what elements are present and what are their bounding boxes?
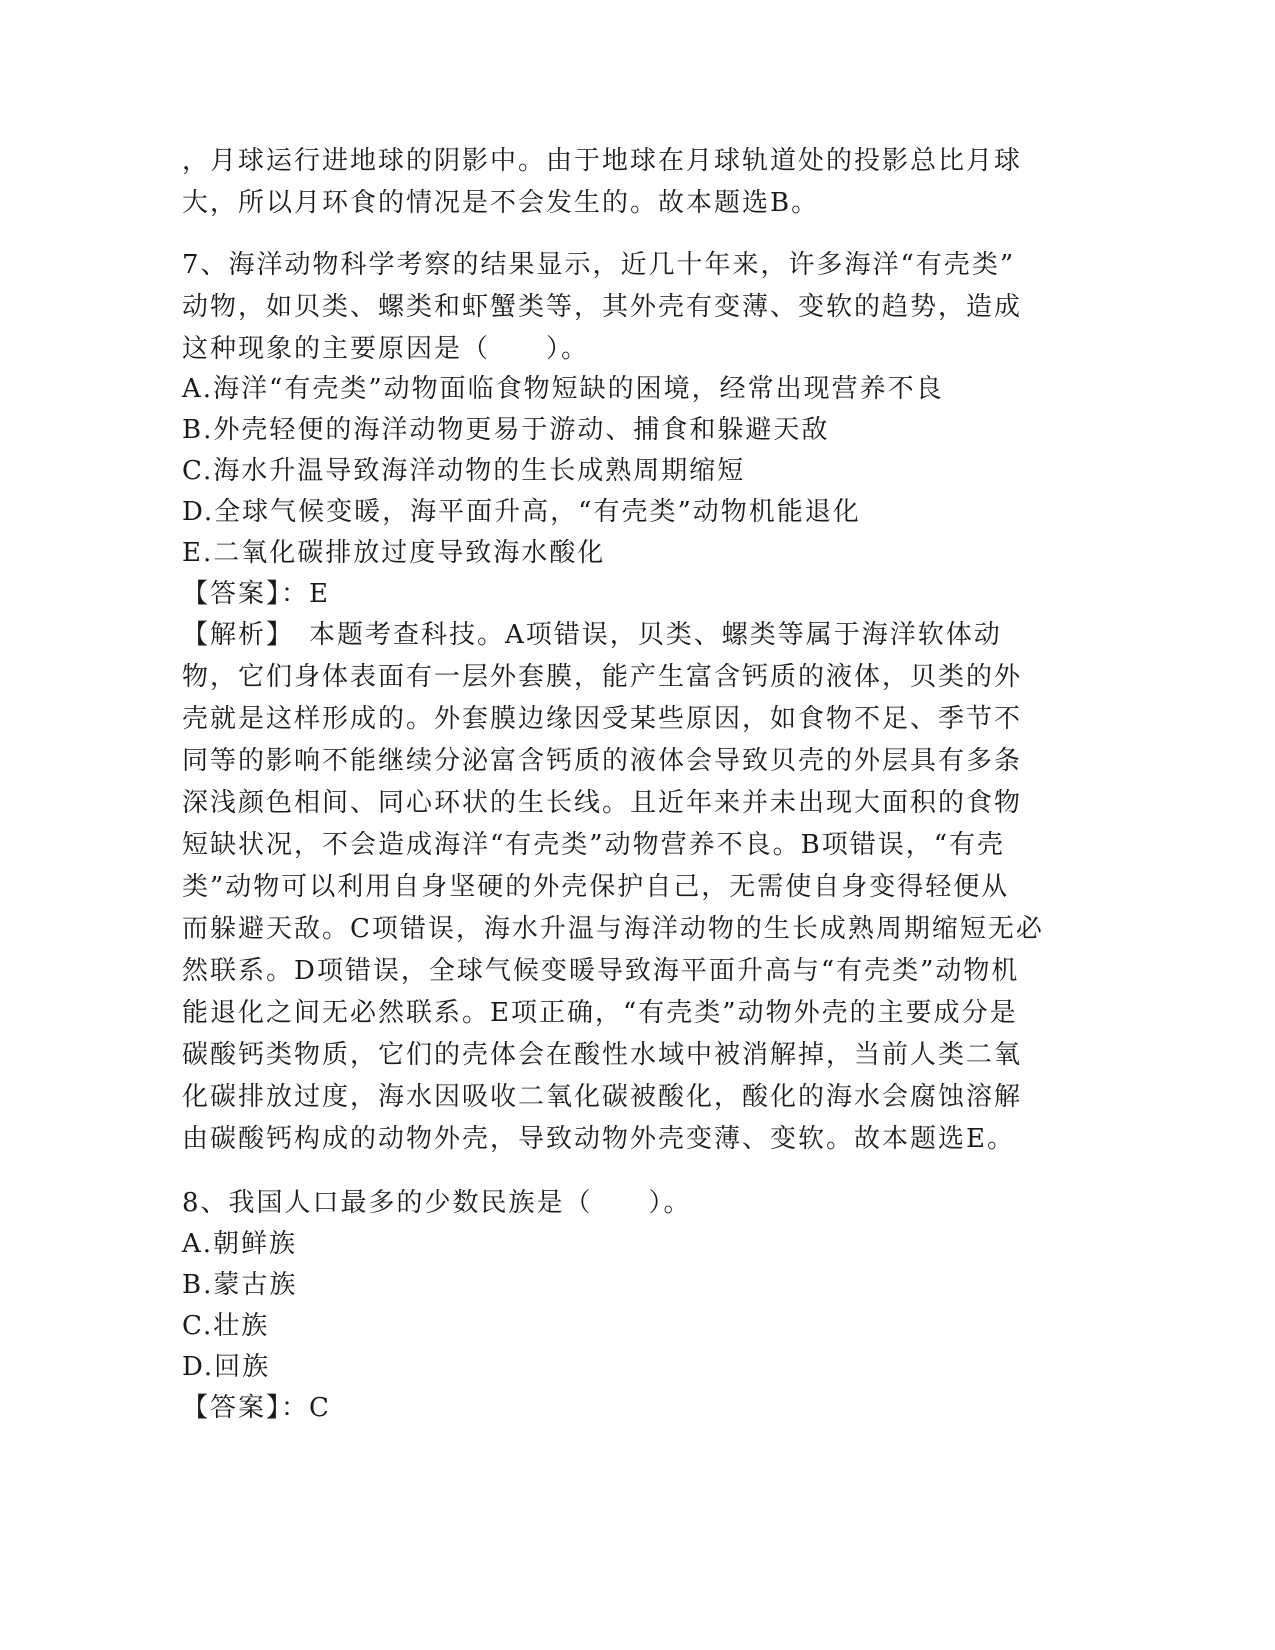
question-7-stem: 这种现象的主要原因是（ ）。	[182, 334, 590, 364]
prev-explanation-line: 大，所以月环食的情况是不会发生的。故本题选B。	[182, 188, 820, 218]
question-7-analysis-line: 【解析】 本题考查科技。A项错误，贝类、螺类等属于海洋软体动	[182, 620, 1002, 650]
question-7-option-a: A.海洋“有壳类”动物面临食物短缺的困境，经常出现营养不良	[182, 374, 944, 404]
question-7-analysis-line: 物，它们身体表面有一层外套膜，能产生富含钙质的液体，贝类的外	[182, 662, 1023, 692]
question-7-option-d: D.全球气候变暖，海平面升高，“有壳类”动物机能退化	[182, 497, 861, 527]
question-7-analysis-line: 化碳排放过度，海水因吸收二氧化碳被酸化，酸化的海水会腐蚀溶解	[182, 1082, 1023, 1112]
question-7-analysis-line: 能退化之间无必然联系。E项正确，“有壳类”动物外壳的主要成分是	[182, 998, 1018, 1028]
question-7-analysis-line: 然联系。D项错误，全球气候变暖导致海平面升高与“有壳类”动物机	[182, 956, 1020, 986]
question-7-analysis-line: 同等的影响不能继续分泌富含钙质的液体会导致贝壳的外层具有多条	[182, 746, 1023, 776]
question-7-analysis-line: 深浅颜色相间、同心环状的生长线。且近年来并未出现大面积的食物	[182, 788, 1023, 818]
prev-explanation-line: ，月球运行进地球的阴影中。由于地球在月球轨道处的投影总比月球	[182, 146, 1023, 176]
question-7-answer: 【答案】：E	[182, 579, 330, 609]
question-7-analysis-line: 由碳酸钙构成的动物外壳，导致动物外壳变薄、变软。故本题选E。	[182, 1124, 1015, 1154]
question-7-stem: 7、海洋动物科学考察的结果显示，近几十年来，许多海洋“有壳类”	[182, 250, 1016, 280]
question-7-analysis-line: 碳酸钙类物质，它们的壳体会在酸性水域中被消解掉，当前人类二氧	[182, 1040, 1023, 1070]
question-8-stem: 8、我国人口最多的少数民族是（ ）。	[182, 1188, 692, 1218]
question-7-analysis-line: 壳就是这样形成的。外套膜边缘因受某些原因，如食物不足、季节不	[182, 704, 1023, 734]
question-7-stem: 动物，如贝类、螺类和虾蟹类等，其外壳有变薄、变软的趋势，造成	[182, 292, 1023, 322]
question-8-option-d: D.回族	[182, 1352, 271, 1382]
question-8-option-a: A.朝鲜族	[182, 1229, 298, 1259]
question-7-option-e: E.二氧化碳排放过度导致海水酸化	[182, 538, 606, 568]
question-7-analysis-line: 短缺状况，不会造成海洋“有壳类”动物营养不良。B项错误，“有壳	[182, 830, 1005, 860]
question-8-option-b: B.蒙古族	[182, 1270, 298, 1300]
question-8-option-c: C.壮族	[182, 1311, 270, 1341]
question-7-option-b: B.外壳轻便的海洋动物更易于游动、捕食和躲避天敌	[182, 415, 830, 445]
question-8-answer: 【答案】：C	[182, 1393, 331, 1423]
question-7-analysis-line: 类”动物可以利用自身坚硬的外壳保护自己，无需使自身变得轻便从	[182, 872, 1010, 902]
question-7-analysis-line: 而躲避天敌。C项错误，海水升温与海洋动物的生长成熟周期缩短无必	[182, 914, 1044, 944]
question-7-option-c: C.海水升温导致海洋动物的生长成熟周期缩短	[182, 456, 746, 486]
